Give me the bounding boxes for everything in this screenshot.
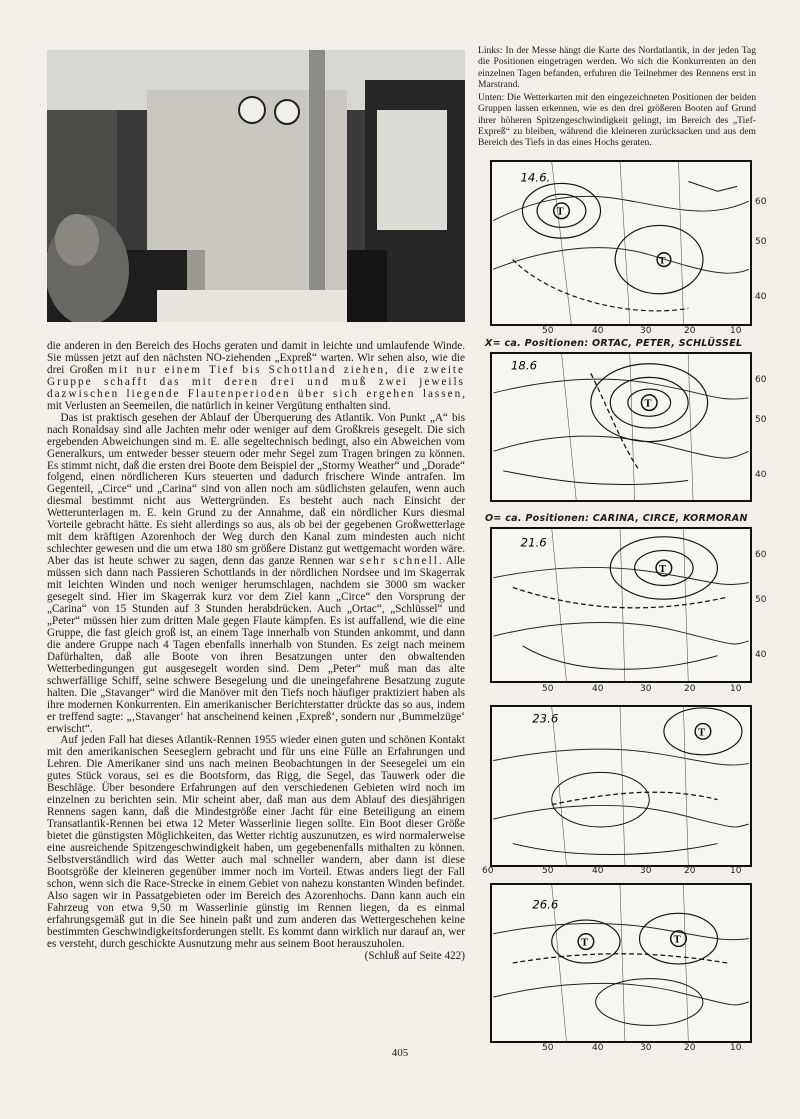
continued-note: (Schluß auf Seite 422) (364, 949, 465, 962)
weather-map-26-6 (490, 883, 752, 1043)
paragraph-1: die anderen in den Bereich des Hochs geraten und damit in leichte und umlaufende Winde. Sie müssen jetzt auf den nächsten NO-ziehenden „Expreß“ warten. Wir sehen also, wie die drei Großen mit nur einem Tief bis Schottland ziehen, die zweite Gruppe schafft das mit deren drei und muß zwei jeweils dazwischen liegende Flautenperioden über sich ergehen lassen, mit Verlusten an Seemeilen, die natürlich in keiner Vergütung enthalten sind. (47, 340, 465, 412)
page-number: 405 (391, 1047, 409, 1059)
map1-lon-ticks: 50 40 30 20 10 (542, 326, 742, 336)
lat-label: 60 (755, 550, 767, 560)
maps-caption: Unten: Die Wetterkarten mit den eingezeichneten Positionen der beiden Gruppen lassen erkennen, wie es den drei größeren Booten auf Grund ihrer höheren Spitzengeschwindigkeit gelingt, im Bereich des „Tief-Expreß“ zu bleiben, während die kleineren zurücksacken und aus dem Bereich des Tiefs in das eines Hochs geraten. (478, 92, 756, 149)
lat-label: 60 (755, 197, 767, 207)
legend-group-o: O= ca. Positionen: CARINA, CIRCE, KORMORAN (485, 513, 748, 524)
low-symbol: T (698, 726, 706, 739)
map-date: 14.6. (520, 170, 551, 185)
photo-ship-mess (47, 50, 465, 322)
paragraph-2: Das ist praktisch gesehen der Ablauf der Überquerung des Atlantik. Von Punkt „A“ bis nach Ronaldsay sind alle Jachten mehr oder weniger auf dem Großkreis gesegelt. Die sich ergebenden Abweichungen sind m. E. alle segeltechnisch bedingt, also ein Abweichen vom Generalkurs, um entweder besser steuern oder mehr Segel zum Tragen bringen zu können. Es stimmt nicht, daß die ersten drei Boote dem Beispiel der „Stormy Weather“ und „Dorade“ folgend, einen nördlicheren Kurs steuerten und dadurch frischere Winde antrafen. Im Gegenteil, „Circe“ und „Carina“ sind von allen noch am südlichsten gelaufen, wenn auch diesmal bestimmt nicht aus Wettergründen. Es besteht auch nach Einsicht der Wetterunterlagen m. E. kein Grund zu der Annahme, daß ein nördlicher Kurs diesmal Vorteile gebracht hätte. Es sieht allerdings so aus, als ob bei der gegebenen Großwetterlage mit dem kräftigen Azorenhoch der Weg durch den Kanal zum mindesten auch nicht schlechter gewesen und die um etwa 180 sm größere Distanz gut wettgemacht worden wäre. Aber das ist heute schwer zu sagen, denn das ganze Rennen war sehr schnell. Alle müssen sich dann nach Passieren Schottlands in der nördlichen Nordsee und im Skagerrak mit leichten Winden und noch weniger herumschlagen, nachdem sie 3000 sm wacker gesegelt sind. Hier im Skagerrak kurz vor dem Ziel kann „Circe“ den Vorsprung der „Carina“ von 15 Stunden auf 3 Stunden herabdrücken. Auch „Ortac“, „Schlüssel“ und „Peter“ müssen hier zum dritten Male gegen Flaute kämpfen. Es ist auffallend, wie die eine Gruppe, die fast gleich groß ist, an einem Tage innerhalb von Stunden ankommt, und dann die andere Gruppe nach 4 Tagen ebenfalls innerhalb von Stunden. Es zeigt nach meinem Dafürhalten, daß alle Boote von ihren Besatzungen unter den obwaltenden Wetterbedingungen gut ausgesegelt worden sind. Dem „Peter“ muß man das alte schwerfällige Schiff, seine schwere Besegelung und die uneingefahrene Besatzung zugute halten. Die „Stavanger“ wird die Manöver mit den Tiefs noch häufiger praktiziert haben als ihre modernen Konkurrenten. Ein amerikanischer Berichterstatter drückte das so aus, indem er treffend sagte: „‚Stavanger‘ hat anscheinend keinen ‚Expreß‘, sondern nur ‚Bummelzüge‘ erwischt“. (47, 411, 465, 735)
lat-label: 40 (755, 292, 767, 302)
low-symbol: T (644, 397, 652, 410)
map-date: 26.6 (532, 897, 559, 912)
map-date: 21.6 (520, 535, 547, 550)
low-symbol: T (659, 562, 667, 575)
weather-map-21-6 (490, 527, 752, 683)
weather-map-18-6 (490, 352, 752, 502)
map4-lon-ticks: 60 50 40 30 20 10 (482, 866, 742, 876)
weather-map-14-6 (490, 160, 752, 326)
paragraph-3: Auf jeden Fall hat dieses Atlantik-Rennen 1955 wieder einen guten und schönen Kontakt mit den amerikanischen Seeseglern gebracht und für uns eine Fülle an Erfahrungen und Lehren. Die Amerikaner sind uns nach meinen Beobachtungen in der Seesegelei um ein gutes Stück voraus, sei es die Bootsform, das Rigg, die Segel, das Tauwerk oder die Beschläge. Über besondere Erfahrungen auf den verschiedenen Gebieten wird noch im einzelnen zu berichten sein. Mir scheint aber, daß man aus dem Ablauf des diesjährigen Rennens sagen kann, daß die Mindestgröße einer Jacht für eine Beteiligung an einem Transatlantik-Rennen bei etwa 12 Meter Wasserlinie liegen sollte. Ein Boot dieser Größe bietet die günstigsten Möglichkeiten, das Wetter richtig auszunutzen, es wird normalerweise eine ausreichende Spitzengeschwindigkeit haben, um gegebenenfalls mithalten zu können. Selbstverständlich wird das Wetter auch mal schneller wandern, aber dann ist diese Bootsgröße der kleineren gegenüber immer noch im Vorteil. Etwas anders liegt der Fall schon, wenn sich die Race-Strecke in einem Gebiet von nahezu konstanten Winden befindet. Also sagen wir in Passatgebieten oder im Bereich des Azorenhochs. Dann kann auch ein Fahrzeug von etwa 9,50 m Wasserlinie günstig im Rennen liegen, da es einmal erfahrungsgemäß gut in die See hinein paßt und zum anderen das Wettergeschehen keine bestimmten Geschwindigkeitsforderungen stellt. Es kommt dann wirklich nur darauf an, wer es versteht, durch geschickte Ausnutzung mehr aus seinem Boot herauszuholen. (47, 734, 465, 950)
legend-group-x: X= ca. Positionen: ORTAC, PETER, SCHLÜSSEL (485, 338, 743, 349)
low-symbol: T (659, 255, 666, 267)
low-symbol: T (556, 205, 564, 218)
lat-label: 60 (755, 375, 767, 385)
lat-label: 40 (755, 650, 767, 660)
map-date: 23.6 (532, 711, 559, 726)
low-symbol: T (673, 933, 681, 946)
lat-label: 50 (755, 237, 767, 247)
map3-lon-ticks: 50 40 30 20 10 (542, 684, 742, 694)
map-date: 18.6 (511, 358, 538, 373)
photo-caption: Links: In der Messe hängt die Karte des Nordatlantik, in der jeden Tag die Positionen eingetragen werden. Wo sich die Konkurrenten an den einzelnen Tagen befanden, erfuhren die Teilnehmer des Rennens erst in Marstrand. (478, 45, 756, 90)
map5-lon-ticks: 50 40 30 20 10 (542, 1043, 742, 1053)
lat-label: 50 (755, 595, 767, 605)
weather-map-23-6 (490, 705, 752, 867)
article-body (47, 341, 465, 963)
low-symbol: T (581, 936, 589, 949)
lat-label: 50 (755, 415, 767, 425)
lat-label: 40 (755, 470, 767, 480)
